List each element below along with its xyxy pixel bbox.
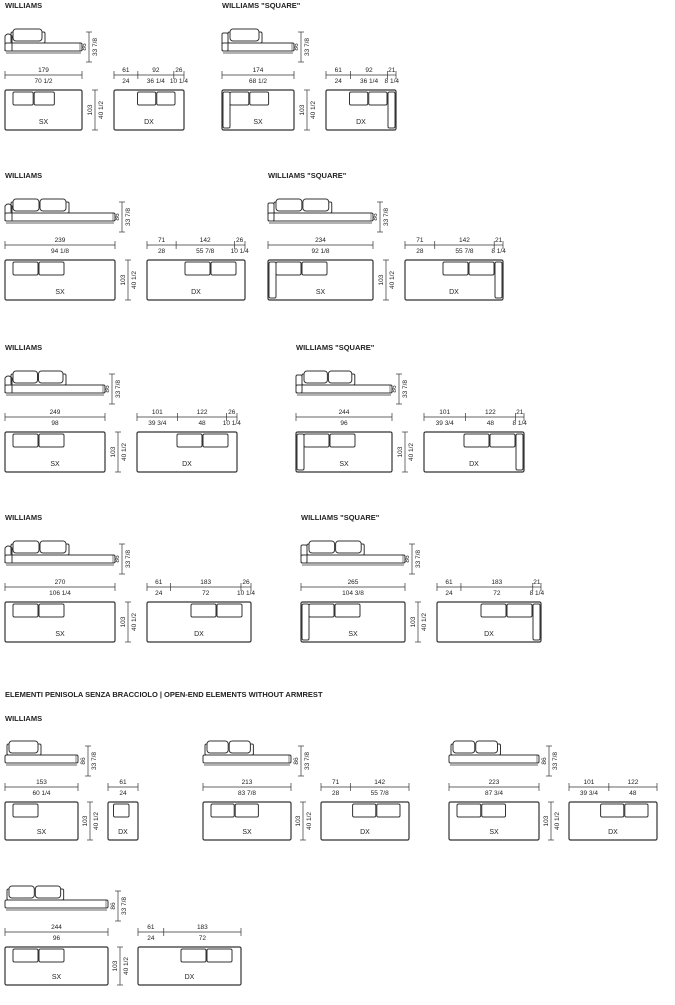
plan-cushion (457, 804, 481, 817)
part-width-in: 10 1/4 (236, 590, 256, 597)
part-width-in: 10 1/4 (230, 248, 249, 255)
plan-cushion (601, 804, 624, 817)
dimension-value-in: 40 1/2 (131, 270, 138, 290)
back-cushion (9, 741, 38, 753)
plan-cushion (207, 949, 232, 962)
plan-cushion (211, 262, 236, 275)
plan-cushion (138, 92, 156, 105)
plan-cushion (469, 262, 494, 275)
total-width-in: 96 (52, 935, 61, 942)
plan-side-label: SX (55, 289, 65, 296)
seat-base (5, 385, 105, 393)
part-width-cm: 61 (445, 579, 453, 586)
catalog-item-2-1 (296, 343, 527, 472)
part-width-in: 24 (147, 935, 155, 942)
catalog-item-1-0 (5, 171, 249, 300)
back-cushion (9, 886, 34, 898)
dimension-value-in: 33 7/8 (383, 207, 390, 227)
plan-cushion (191, 604, 216, 617)
part-width-in: 24 (119, 790, 127, 797)
plan-side-label: SX (339, 461, 349, 468)
armrest-square (268, 203, 274, 221)
back-cushion (476, 741, 498, 753)
part-width-cm: 183 (200, 579, 212, 586)
plan-side-label: DX (182, 461, 192, 468)
total-width-in: 96 (340, 420, 348, 427)
plan-armrest (302, 604, 309, 640)
plan-cushion (302, 262, 327, 275)
part-width-in: 72 (202, 590, 210, 597)
dimension-value-cm: 103 (82, 815, 89, 827)
part-width-in: 55 7/8 (455, 248, 474, 255)
item-title: WILLIAMS (5, 714, 43, 723)
plan-side-label: SX (315, 289, 326, 296)
plan-cushion (177, 434, 202, 447)
total-width-cm: 153 (36, 779, 47, 786)
back-cushion (303, 199, 329, 211)
part-width-in: 48 (198, 420, 206, 427)
part-width-in: 10 1/4 (222, 420, 241, 427)
plan-side-label: DX (118, 829, 128, 836)
open-end-item-3 (5, 886, 241, 985)
plan-cushion (181, 949, 206, 962)
part-width-cm: 21 (533, 579, 541, 586)
dimension-value-in: 33 7/8 (115, 379, 122, 399)
seat-base (5, 900, 108, 908)
dimension-value-cm: 103 (112, 960, 119, 972)
part-width-cm: 21 (516, 409, 524, 416)
plan-armrest (495, 262, 502, 298)
plan-cushion (157, 92, 175, 105)
plan-cushion (464, 434, 489, 447)
plan-cushion (481, 604, 506, 617)
plan-side-label: SX (38, 119, 49, 126)
total-width-cm: 213 (241, 779, 253, 786)
dimension-value-cm: 103 (87, 104, 94, 116)
plan-cushion (230, 92, 249, 105)
part-width-in: 24 (334, 78, 342, 85)
armrest-square (222, 33, 228, 51)
plan-cushion (304, 434, 329, 447)
part-width-in: 24 (122, 78, 130, 85)
part-width-cm: 26 (228, 409, 236, 416)
plan-side-label: SX (242, 829, 252, 836)
part-width-cm: 122 (484, 409, 496, 416)
part-width-cm: 101 (583, 779, 595, 786)
back-cushion (207, 741, 228, 753)
seat-base (5, 555, 115, 563)
plan-cushion (507, 604, 532, 617)
part-width-in: 28 (416, 248, 424, 255)
part-width-cm: 61 (122, 67, 130, 74)
total-width-in: 70 1/2 (34, 78, 53, 85)
back-cushion (276, 199, 302, 211)
seat-base (5, 755, 78, 763)
dimension-value-in: 33 7/8 (304, 37, 311, 57)
plan-side-label: SX (253, 119, 263, 126)
dimension-value-in: 33 7/8 (402, 379, 409, 399)
plan-armrest (223, 92, 230, 128)
dimension-value-cm: 86 (110, 902, 117, 910)
plan-side-label: DX (608, 829, 618, 836)
part-width-in: 8 1/4 (384, 78, 400, 85)
item-title: WILLIAMS (5, 513, 43, 522)
back-cushion (13, 541, 39, 553)
plan-cushion (39, 949, 64, 962)
plan-armrest (388, 92, 395, 128)
dimension-value-cm: 103 (110, 446, 117, 458)
total-width-in: 87 3/4 (484, 790, 504, 797)
dimension-value-cm: 103 (378, 274, 385, 286)
plan-side-label: DX (360, 829, 370, 836)
dimension-value-cm: 103 (397, 446, 404, 458)
total-width-cm: 244 (338, 409, 350, 416)
dimension-value-in: 40 1/2 (123, 956, 130, 976)
back-cushion (230, 29, 259, 41)
plan-cushion (250, 92, 269, 105)
dimension-value-in: 40 1/2 (310, 100, 317, 120)
dimension-value-in: 40 1/2 (93, 811, 100, 831)
plan-cushion (13, 804, 38, 817)
total-width-cm: 179 (38, 67, 49, 74)
part-width-cm: 142 (459, 237, 470, 244)
dimension-value-cm: 103 (543, 815, 550, 827)
back-cushion (309, 541, 335, 553)
total-width-in: 104 3/8 (342, 590, 364, 597)
plan-cushion (276, 262, 301, 275)
back-cushion (328, 371, 351, 383)
plan-cushion (330, 434, 355, 447)
armrest-square (296, 375, 302, 393)
dimension-value-in: 33 7/8 (92, 37, 99, 57)
back-cushion (336, 541, 362, 553)
plan-side-label: DX (191, 289, 201, 296)
part-width-cm: 142 (199, 237, 211, 244)
dimension-value-cm: 103 (299, 104, 306, 116)
dimension-value-in: 40 1/2 (98, 100, 105, 120)
part-width-cm: 21 (494, 237, 503, 244)
back-cushion (229, 741, 250, 753)
plan-cushion (13, 434, 38, 447)
total-width-in: 60 1/4 (32, 790, 51, 797)
plan-side-label: DX (469, 461, 479, 468)
open-end-title (5, 714, 42, 723)
plan-cushion (369, 92, 387, 105)
item-title: WILLIAMS "SQUARE" (296, 343, 375, 352)
section-heading: ELEMENTI PENISOLA SENZA BRACCIOLO | OPEN-END ELEMENTS WITHOUT ARMREST (5, 690, 323, 699)
item-title: WILLIAMS "SQUARE" (301, 513, 380, 522)
plan-cushion (185, 262, 210, 275)
plan-side-label: SX (36, 829, 47, 836)
total-width-cm: 239 (54, 237, 66, 244)
part-width-cm: 71 (157, 237, 166, 244)
total-width-in: 68 1/2 (248, 78, 268, 85)
part-width-in: 72 (198, 935, 206, 942)
plan-cushion (309, 604, 334, 617)
dimension-value-in: 33 7/8 (125, 207, 132, 227)
plan-cushion (13, 92, 33, 105)
open-end-item-0 (5, 741, 138, 840)
plan-side-label: SX (55, 631, 65, 638)
part-width-cm: 101 (151, 409, 163, 416)
seat-base (268, 213, 373, 221)
part-width-cm: 122 (196, 409, 208, 416)
seat-base (5, 213, 115, 221)
part-width-cm: 26 (175, 67, 183, 74)
back-cushion (13, 199, 39, 211)
plan-cushion (39, 604, 64, 617)
open-end-item-1 (203, 741, 409, 840)
catalog-item-1-1 (268, 171, 506, 300)
catalog-item-3-0 (5, 513, 255, 642)
plan-cushion (39, 262, 64, 275)
total-width-cm: 265 (347, 579, 359, 586)
plan-cushion (377, 804, 400, 817)
plan-cushion (335, 604, 360, 617)
back-cushion (35, 886, 60, 898)
part-width-cm: 92 (365, 67, 373, 74)
part-width-in: 36 1/4 (360, 78, 379, 85)
item-title: WILLIAMS (5, 171, 43, 180)
dimension-value-cm: 103 (295, 815, 302, 827)
dimension-value-in: 33 7/8 (91, 751, 98, 771)
dimension-value-in: 40 1/2 (306, 811, 313, 831)
plan-cushion (443, 262, 468, 275)
total-width-cm: 249 (49, 409, 61, 416)
part-width-cm: 122 (627, 779, 639, 786)
plan-cushion (625, 804, 648, 817)
part-width-cm: 142 (374, 779, 386, 786)
dimension-value-cm: 86 (80, 757, 87, 765)
part-width-in: 24 (445, 590, 453, 597)
dimension-value-cm: 86 (541, 757, 548, 765)
item-title: WILLIAMS (5, 1, 43, 10)
plan-cushion (217, 604, 242, 617)
plan-cushion (13, 262, 38, 275)
plan-cushion (203, 434, 228, 447)
dimension-value-in: 33 7/8 (121, 896, 128, 916)
part-width-cm: 71 (332, 779, 340, 786)
part-width-in: 39 3/4 (579, 790, 598, 797)
back-cushion (40, 541, 66, 553)
part-width-in: 39 3/4 (435, 420, 454, 427)
dimension-value-in: 40 1/2 (121, 442, 128, 462)
catalog-item-0-0 (5, 1, 188, 130)
plan-cushion (13, 949, 38, 962)
dimension-value-in: 33 7/8 (415, 549, 422, 569)
part-width-in: 48 (629, 790, 637, 797)
part-width-cm: 101 (439, 409, 451, 416)
dimension-value-cm: 86 (293, 43, 300, 51)
back-cushion (40, 199, 66, 211)
plan-side-label: SX (348, 631, 358, 638)
dimension-value-cm: 86 (293, 757, 300, 765)
plan-cushion (353, 804, 376, 817)
part-width-in: 28 (332, 790, 340, 797)
total-width-cm: 223 (488, 779, 500, 786)
total-width-cm: 174 (252, 67, 264, 74)
item-title: WILLIAMS (5, 343, 43, 352)
dimension-value-in: 40 1/2 (131, 612, 138, 632)
plan-side-label: SX (51, 974, 62, 981)
plan-cushion (490, 434, 515, 447)
total-width-in: 94 1/8 (50, 248, 70, 255)
dimension-value-cm: 86 (104, 385, 111, 393)
open-end-item-2 (449, 741, 657, 840)
dimension-value-cm: 86 (114, 213, 121, 221)
part-width-cm: 26 (242, 579, 250, 586)
part-width-in: 8 1/4 (491, 248, 506, 255)
part-width-in: 55 7/8 (196, 248, 215, 255)
plan-armrest (516, 434, 523, 470)
seat-base (222, 43, 294, 51)
back-cushion (13, 371, 38, 383)
part-width-cm: 61 (334, 67, 342, 74)
part-width-in: 72 (493, 590, 501, 597)
plan-cushion (350, 92, 368, 105)
part-width-in: 39 3/4 (148, 420, 167, 427)
catalog-item-3-1 (301, 513, 544, 642)
total-width-cm: 234 (315, 237, 326, 244)
plan-side-label: DX (484, 631, 494, 638)
plan-cushion (13, 604, 38, 617)
total-width-in: 83 7/8 (237, 790, 257, 797)
part-width-in: 10 1/4 (169, 78, 188, 85)
part-width-in: 48 (486, 420, 495, 427)
part-width-cm: 21 (388, 67, 396, 74)
plan-side-label: SX (489, 829, 499, 836)
plan-cushion (482, 804, 506, 817)
part-width-cm: 61 (155, 579, 163, 586)
dimension-value-in: 33 7/8 (125, 549, 132, 569)
armrest-square (301, 545, 307, 563)
plan-side-label: DX (144, 119, 154, 126)
dimension-value-in: 40 1/2 (389, 270, 396, 290)
back-cushion (13, 29, 42, 41)
plan-cushion (114, 804, 130, 817)
plan-cushion (39, 434, 64, 447)
part-width-in: 8 1/4 (512, 420, 527, 427)
dimension-value-cm: 103 (410, 616, 417, 628)
part-width-cm: 71 (416, 237, 424, 244)
plan-side-label: DX (356, 119, 366, 126)
part-width-cm: 183 (491, 579, 503, 586)
part-width-cm: 61 (147, 924, 155, 931)
plan-cushion (34, 92, 54, 105)
dimension-value-in: 40 1/2 (554, 811, 561, 831)
seat-base (296, 385, 392, 393)
part-width-in: 28 (157, 248, 166, 255)
dimension-value-cm: 103 (120, 274, 127, 286)
part-width-cm: 61 (119, 779, 127, 786)
section-heading (5, 690, 323, 699)
back-cushion (453, 741, 475, 753)
total-width-cm: 244 (51, 924, 62, 931)
plan-cushion (235, 804, 258, 817)
item-title: WILLIAMS "SQUARE" (268, 171, 347, 180)
plan-armrest (269, 262, 276, 298)
part-width-in: 24 (155, 590, 163, 597)
plan-side-label: DX (184, 974, 195, 981)
part-width-cm: 92 (152, 67, 160, 74)
dimension-value-in: 40 1/2 (408, 442, 415, 462)
catalog-item-0-1 (222, 1, 399, 130)
part-width-cm: 183 (196, 924, 208, 931)
dimension-value-in: 33 7/8 (552, 751, 559, 771)
part-width-in: 55 7/8 (370, 790, 389, 797)
total-width-cm: 270 (54, 579, 66, 586)
dimension-value-cm: 86 (114, 555, 121, 563)
part-width-cm: 26 (236, 237, 244, 244)
seat-base (301, 555, 405, 563)
dimension-value-in: 33 7/8 (304, 751, 311, 771)
catalog-item-2-0 (5, 343, 241, 472)
dimension-value-cm: 86 (391, 385, 398, 393)
dimension-value-cm: 86 (372, 213, 379, 221)
plan-side-label: DX (194, 631, 204, 638)
seat-base (449, 755, 539, 763)
total-width-in: 98 (51, 420, 59, 427)
dimension-value-cm: 103 (120, 616, 127, 628)
dimension-value-in: 40 1/2 (421, 612, 428, 632)
dimension-value-cm: 86 (404, 555, 411, 563)
plan-armrest (533, 604, 540, 640)
plan-armrest (297, 434, 304, 470)
dimension-value-cm: 86 (81, 43, 88, 51)
back-cushion (39, 371, 64, 383)
plan-side-label: DX (449, 289, 459, 296)
total-width-in: 92 1/8 (311, 248, 330, 255)
part-width-in: 8 1/4 (529, 590, 545, 597)
seat-base (203, 755, 291, 763)
total-width-in: 106 1/4 (49, 590, 71, 597)
part-width-in: 36 1/4 (146, 78, 165, 85)
plan-cushion (211, 804, 234, 817)
back-cushion (304, 371, 327, 383)
item-title: WILLIAMS "SQUARE" (222, 1, 301, 10)
plan-side-label: SX (50, 461, 60, 468)
seat-base (5, 43, 82, 51)
